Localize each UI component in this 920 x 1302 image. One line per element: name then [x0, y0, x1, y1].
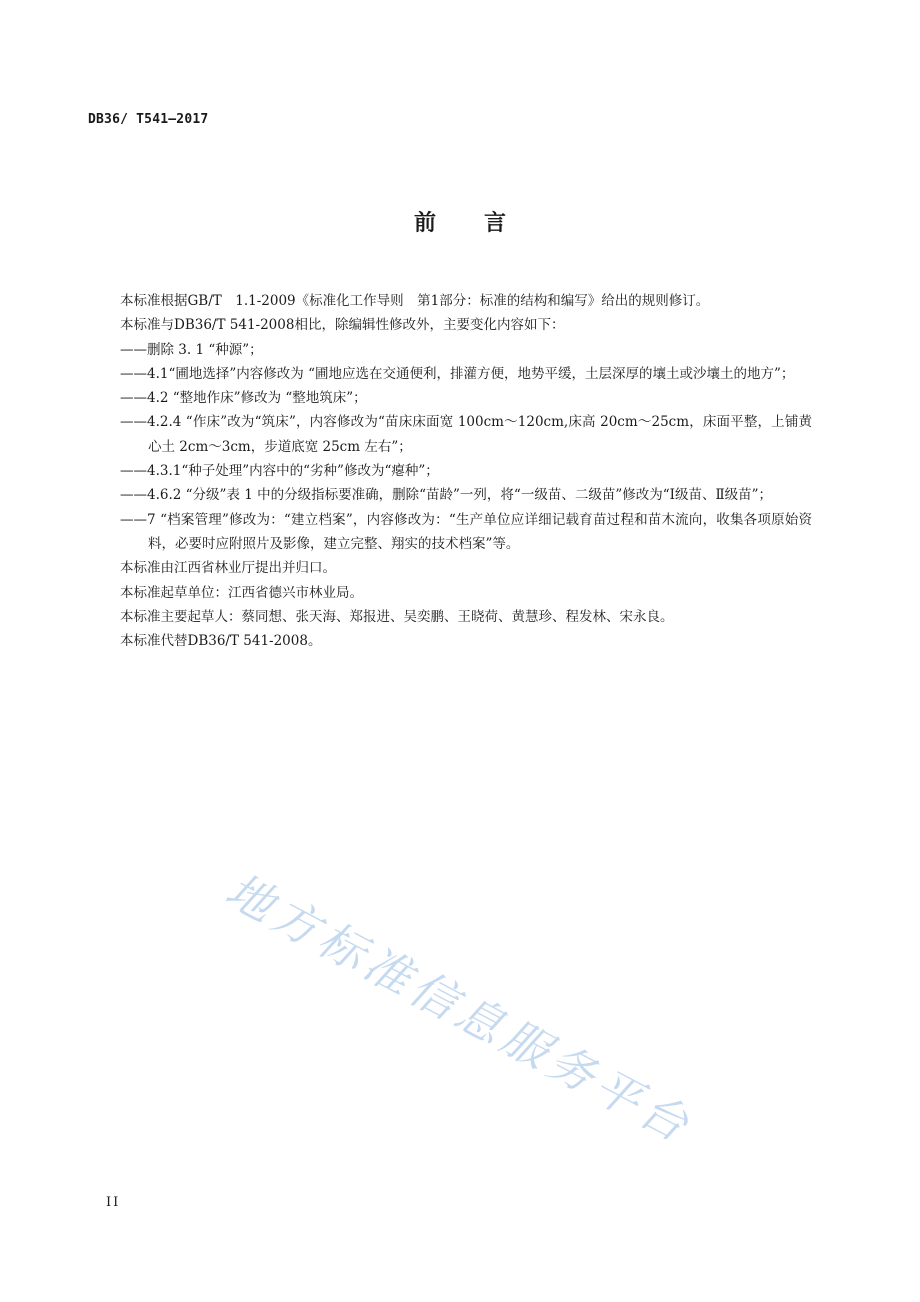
paragraph-proposer: 本标准由江西省林业厅提出并归口。	[120, 560, 336, 577]
change-item: ——4.2 “整地作床”修改为 “整地筑床”；	[120, 390, 367, 407]
paragraph-changes-intro: 本标准与DB36/T 541-2008相比，除编辑性修改外，主要变化内容如下：	[120, 317, 565, 334]
page-number: II	[106, 1195, 121, 1210]
paragraph-basis: 本标准根据GB/T 1.1-2009《标准化工作导则 第1部分：标准的结构和编写》给出的规则修订。	[120, 293, 710, 309]
change-item: ——7 “档案管理”修改为：“建立档案”，内容修改为：“生产单位应详细记载育苗过程和苗木流向，收集各项原始资料，必要时应附照片及影像，建立完整、翔实的技术档案”等。	[120, 511, 812, 552]
watermark: 地方标准信息服务平台	[217, 862, 702, 1155]
change-item: ——4.3.1“种子处理”内容中的“劣种”修改为“瘪种”；	[120, 463, 439, 480]
preface-body	[120, 289, 812, 653]
paragraph-drafters: 本标准主要起草人：蔡同想、张天海、郑报进、吴奕鹏、王晓荷、黄慧珍、程发林、宋永良。	[120, 608, 674, 625]
change-item: ——4.1“圃地选择”内容修改为 “圃地应选在交通便利，排灌方便，地势平缓，土层深厚的壤土或沙壤土的地方”；	[120, 365, 795, 382]
paragraph-drafting-unit: 本标准起草单位：江西省德兴市林业局。	[120, 584, 363, 601]
document-code: DB36/ T541—2017	[88, 112, 209, 127]
paragraph-replaces: 本标准代替DB36/T 541-2008。	[120, 633, 322, 650]
change-item: ——4.2.4 “作床”改为“筑床”，内容修改为“苗床床面宽 100cm～120cm,床高 20cm～25cm，床面平整，上铺黄心土 2cm～3cm，步道底宽 25cm 左右”；	[120, 414, 812, 455]
page-title: 前言	[413, 211, 554, 236]
change-item: ——4.6.2 “分级”表 1 中的分级指标要准确，删除“苗龄”一列，将“一级苗、二级苗”修改为“Ⅰ级苗、Ⅱ级苗”；	[120, 487, 773, 504]
change-item: ——删除 3. 1 “种源”；	[120, 341, 263, 358]
